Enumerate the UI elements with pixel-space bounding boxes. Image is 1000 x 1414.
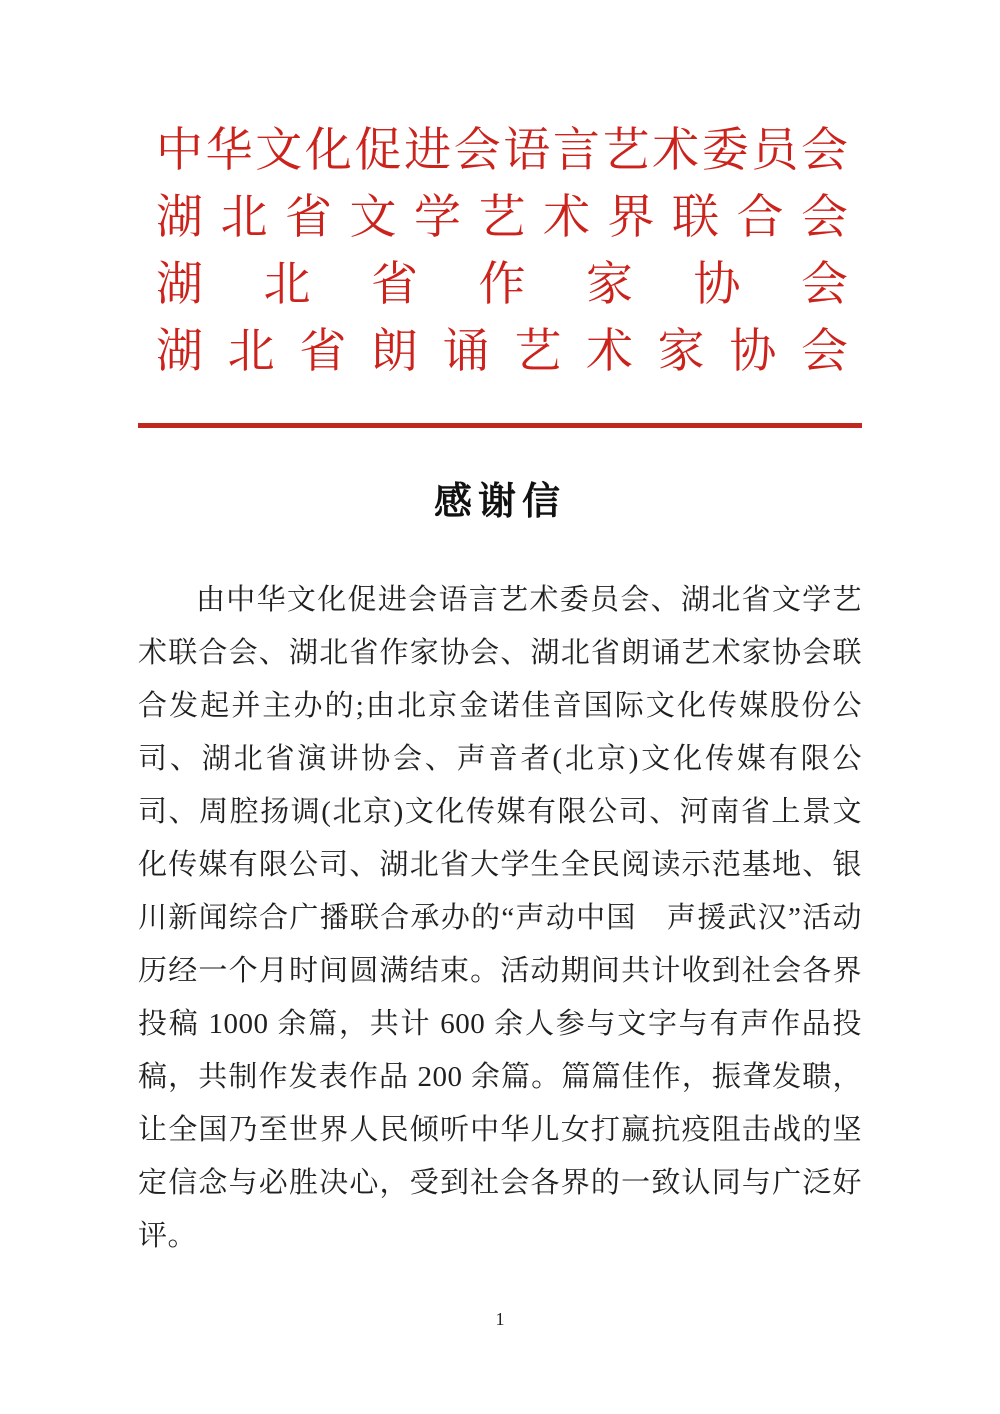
letterhead-line-4: 湖北省朗诵艺术家协会 <box>156 326 848 378</box>
letterhead <box>138 118 862 386</box>
red-divider-line <box>138 423 862 428</box>
body-paragraph: 由中华文化促进会语言艺术委员会、湖北省文学艺术联合会、湖北省作家协会、湖北省朗诵艺术家协会联合发起并主办的;由北京金诺佳音国际文化传媒股份公司、湖北省演讲协会、声音者(北京)文化传媒有限公司、周腔扬调(北京)文化传媒有限公司、河南省上景文化传媒有限公司、湖北省大学生全民阅读示范基地、银川新闻综合广播联合承办的“声动中国 声援武汉”活动历经一个月时间圆满结束。活动期间共计收到社会各界投稿 1000 余篇，共计 600 余人参与文字与有声作品投稿，共制作发表作品 200 余篇。篇篇佳作，振聋发聩，让全国乃至世界人民倾听中华儿女打赢抗疫阻击战的坚定信念与必胜决心，受到社会各界的一致认同与广泛好评。 <box>138 584 862 1252</box>
letterhead-line-2: 湖北省文学艺术界联合会 <box>156 192 848 244</box>
document-title: 感谢信 <box>433 481 566 523</box>
document-content <box>138 0 862 1263</box>
page-number: 1 <box>495 1309 505 1329</box>
letterhead-line-3: 湖北省作家协会 <box>156 259 848 311</box>
letterhead-line-1: 中华文化促进会语言艺术委员会 <box>156 125 848 177</box>
